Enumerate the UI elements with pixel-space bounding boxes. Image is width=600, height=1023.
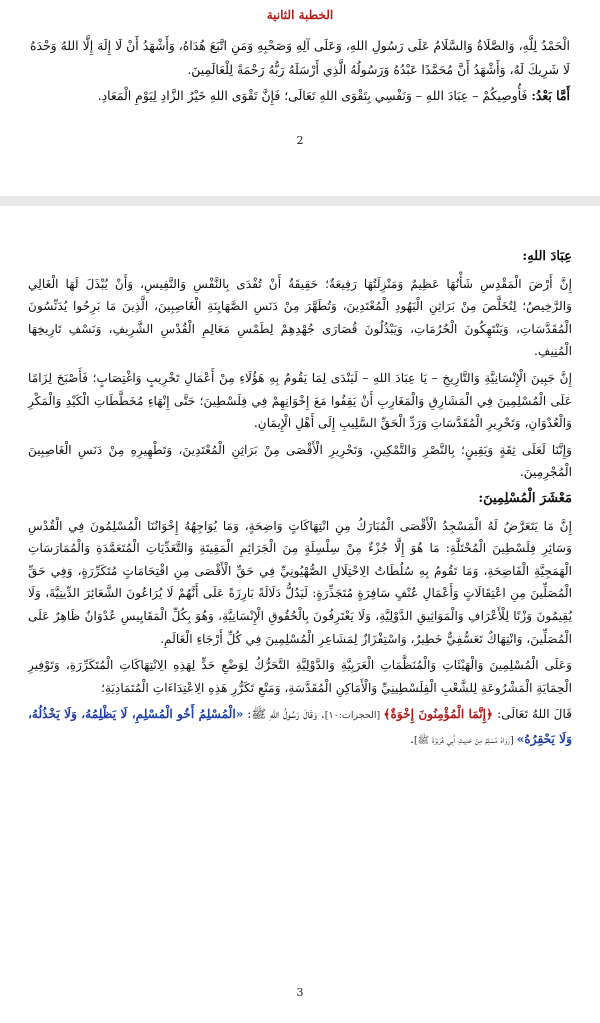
- paragraph-humanity: إِنَّ جَبِينَ الْإِنْسَانِيَّةِ وَالتَّارِيخِ – يَا عِبَادَ اللهِ – لَيَنْدَى لِمَا يَقُومُ بِهِ هَؤُلَاءِ مِنْ أَعْمَالِ تَخْرِيبٍ وَاغْتِصَابٍ؛ فَأَصْبَحَ لِزَامًا عَلَى الْمُسْلِمِينَ فِي الْمَشَارِقِ وَالْمَغَارِبِ أَنْ يَقِفُوا مَعَ إِخْوَانِهِمْ فِي فِلَسْطِينَ؛ حَتَّى إِنْهَاءِ مُخَطَّطَاتِ الْكَيْدِ وَالْمَكْرِ وَالْعُدْوَانِ، وَتَحْرِيرِ الْمُقَدَّسَاتِ وَرَدِّ الْحَقِّ السَّلِيبِ إِلَى أَهْلِ الْإِيمَانِ.: [28, 370, 572, 431]
- page-bottom-body: [28, 246, 572, 756]
- page-number: 2: [296, 134, 304, 147]
- paragraph-holy-land: إِنَّ أَرْضَ الْمَقْدِسِ شَأْنُهَا عَظِيمٌ وَمَنْزِلَتُهَا رَفِيعَةٌ؛ حَقِيقَةٌ أَنْ تُفْدَى بِالنَّفْسِ وَالنَّفِيسِ، وَأَنْ يُبْذَلَ لَهَا الْغَالِي وَالرَّخِيصُ؛ لِتُخَلَّصَ مِنْ بَرَاثِنِ الْيَهُودِ الْمُعْتَدِينَ، وَتُطَهَّرَ مِنْ دَنَسِ الصَّهَايِنَةِ الْغَاصِبِينَ، الَّذِينَ مَا بَرِحُوا يُدَنِّسُونَ الْمُقَدَّسَاتِ، وَيَنْتَهِكُونَ الْحُرُمَاتِ، وَيَبْذُلُونَ قُصَارَى جُهْدِهِمْ لِطَمْسِ مَعَالِمِ الْقُدْسِ الشَّرِيفِ، وَنَسْفِ تَارِيخِهَا الْمُنِيفِ.: [28, 276, 572, 359]
- hadith-reference: [رَوَاهُ مُسْلِمٌ مِنْ حَدِيثِ أَبِي هُرَيْرَةَ ﷺ]: [413, 734, 517, 746]
- hadith-text: «الْمُسْلِمُ أَخُو الْمُسْلِمِ، لَا يَظْلِمُهُ، وَلَا يَخْذُلُهُ، وَلَا يَحْقِرُهُ»: [28, 707, 572, 746]
- page-number: 3: [296, 986, 304, 999]
- section-heading-muslims: مَعْشَرَ الْمُسْلِمِينَ:: [478, 490, 572, 506]
- page-top: [0, 0, 600, 196]
- advice-paragraph: [30, 84, 570, 108]
- second-sermon-heading: الخطبة الثانية: [266, 8, 334, 22]
- quran-reference: [الحجرات:١٠]: [324, 710, 384, 722]
- amma-bad-lead: أَمَّا بَعْدُ:: [531, 88, 570, 103]
- page-bottom: [0, 206, 600, 1023]
- page-top-body: [30, 34, 570, 110]
- hadith-intro: . وَقَالَ رَسُولُ اللهِ ﷺ:: [243, 707, 325, 722]
- paragraph-confidence: وَإِنَّنَا لَعَلَى ثِقَةٍ وَيَقِينٍ؛ بِالنَّصْرِ وَالتَّمْكِينِ، وَتَحْرِيرِ الْأَقْصَى مِنْ بَرَاثِنِ الْمُعْتَدِينَ، وَتَطْهِيرِهِ مِنْ دَنَسِ الْغَاصِبِينَ الْمُجْرِمِينَ.: [28, 442, 572, 480]
- paragraph-quran-hadith: [28, 703, 572, 752]
- quran-verse: ﴿إِنَّمَا الْمُؤْمِنُونَ إِخْوَةٌ﴾: [383, 707, 494, 722]
- paragraph-call-to-action: وَعَلَى الْمُسْلِمِينَ وَالْهَيْئَاتِ وَالْمُنَظَّمَاتِ الْعَرَبِيَّةِ وَالدَّوْلِيَّةِ التَّحَرُّكُ لِوَضْعِ حَدٍّ لِهَذِهِ الِانْتِهَاكَاتِ الْمُتَكَرِّرَةِ، وَتَوْفِيرِ الْحِمَايَةِ الْمَشْرُوعَةِ لِلشَّعْبِ الْفِلَسْطِينِيِّ وَالْأَمَاكِنِ الْمُقَدَّسَةِ، وَمَنْعِ تَكَرُّرِ هَذِهِ الِاعْتِدَاءَاتِ الْمُتَمَادِيَةِ؛: [28, 658, 572, 695]
- quran-intro: قَالَ اللهُ تَعَالَى:: [493, 707, 572, 722]
- paragraph-violations: إِنَّ مَا يَتَعَرَّضُ لَهُ الْمَسْجِدُ الْأَقْصَى الْمُبَارَكُ مِنِ انْتِهَاكَاتٍ وَاضِحَةٍ، وَمَا يُوَاجِهُهُ إِخْوَانُنَا الْمُسْلِمُونَ فِي الْقُدْسِ وَسَائِرِ فِلَسْطِينَ الْمُحْتَلَّةِ: مَا هُوَ إِلَّا جُزْءٌ مِنْ سِلْسِلَةٍ مِنَ الْجَرَائِمِ الْمَقِيتَةِ وَالتَّعَدِّيَاتِ الْمُتَعَمَّدَةِ وَالْمُمَارَسَاتِ الْهَمَجِيَّةِ الْفَاضِحَةِ، وَمَا تَقُومُ بِهِ سُلُطَاتُ الِاحْتِلَالِ الصُّهْيُونِيِّ فِي حَقِّ الْأَقْصَى مِنِ اقْتِحَامَاتٍ مُتَكَرِّرَةٍ، وَفِي حَقِّ الْمُصَلِّينَ مِنِ اعْتِقَالَاتٍ وَأَعْمَالِ عُنْفٍ سَافِرَةٍ مُتَجَذِّرَةٍ: لَيَدُلُّ دَلَالَةً بَارِزَةً عَلَى أَنَّهُمْ لَا يُرَاعُونَ الشَّعَائِرَ الدِّينِيَّةَ، وَلَا يُقِيمُونَ وَزْنًا لِلْأَعْرَافِ وَالْمَوَاثِيقِ الدَّوْلِيَّةِ، وَلَا يَعْتَرِفُونَ بِالْحُقُوقِ الْإِنْسَانِيَّةِ، وَهُوَ بِكُلِّ الْمَقَايِيسِ عُدْوَانٌ ظَاهِرٌ عَلَى الْمُصَلِّينَ، وَانْتِهَاكٌ تَعَسُّفِيٌّ خَطِيرٌ، وَاسْتِفْزَازٌ لِمَشَاعِرِ الْمُسْلِمِينَ فِي كُلِّ أَرْجَاءِ الْعَالَمِ.: [28, 518, 572, 646]
- paragraph-end: .: [410, 731, 414, 746]
- section-heading-ibad-allah: عِبَادَ اللهِ:: [522, 249, 572, 264]
- advice-text: فَأُوصِيكُمْ – عِبَادَ اللهِ – وَنَفْسِي بِتَقْوَى اللهِ تَعَالَى؛ فَإِنَّ تَقْوَى اللهِ خَيْرُ الزَّادِ لِيَوْمِ الْمَعَادِ.: [97, 88, 532, 103]
- opening-praise-paragraph: الْحَمْدُ لِلَّهِ، وَالصَّلَاةُ وَالسَّلَامُ عَلَى رَسُولِ اللهِ، وَعَلَى آلِهِ وَصَحْبِهِ وَمَنِ اتَّبَعَ هُدَاهُ، وَأَشْهَدُ أَنْ لَا إِلَهَ إِلَّا اللهُ وَحْدَهُ لَا شَرِيكَ لَهُ، وَأَشْهَدُ أَنَّ مُحَمَّدًا عَبْدُهُ وَرَسُولُهُ الَّذِي أَرْسَلَهُ رَبُّهُ رَحْمَةً لِلْعَالَمِينَ.: [30, 38, 570, 77]
